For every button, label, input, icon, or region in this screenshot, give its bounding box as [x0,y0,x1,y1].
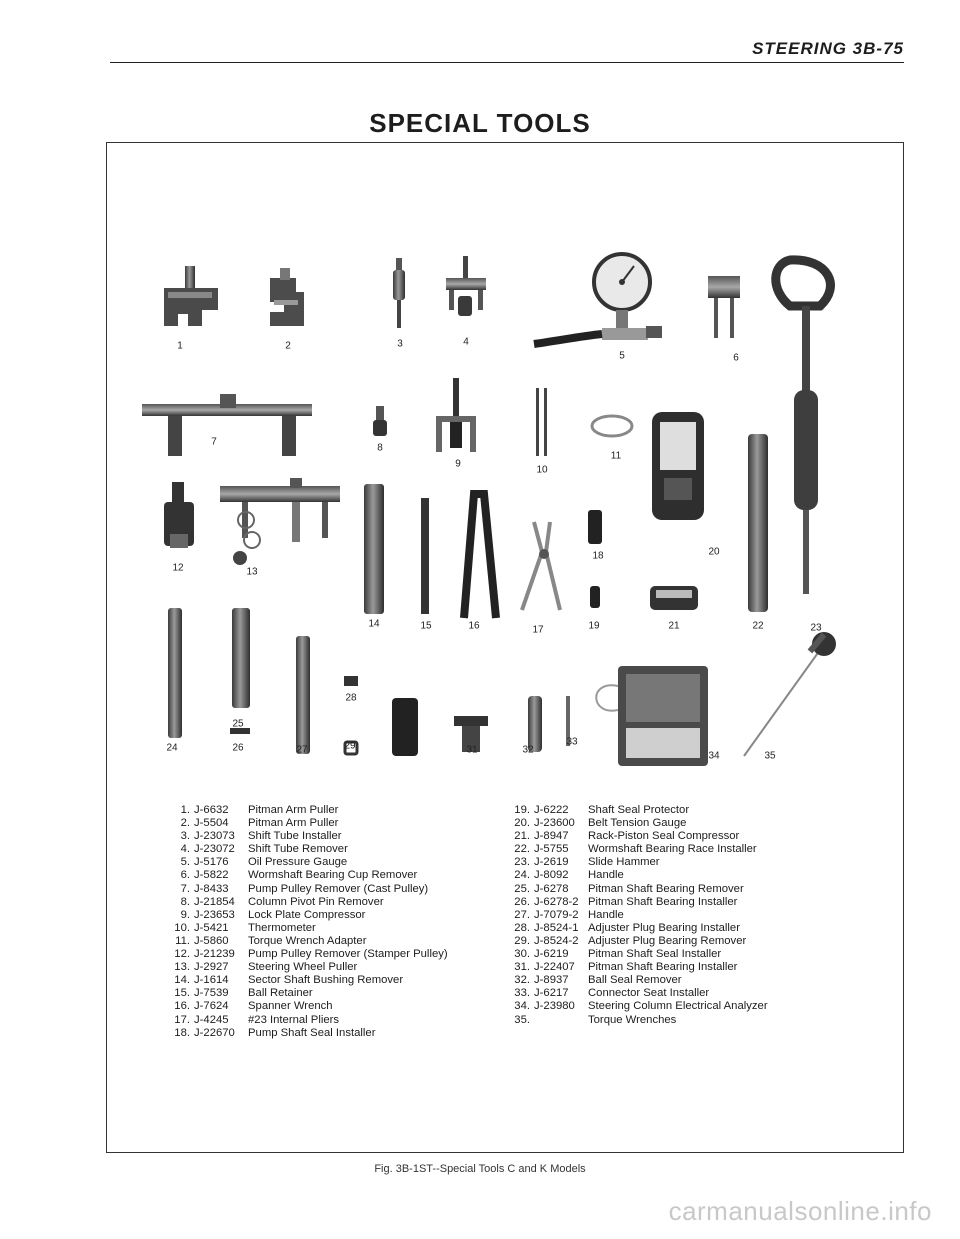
label-30: 30 [398,744,410,756]
entry-part-number: J-23980 [534,1000,575,1013]
entry-number: 9. [180,908,190,921]
label-1: 1 [177,340,183,352]
tool-14-sector-bushing-remover [364,484,384,614]
entry-part-number: J-22407 [534,961,575,974]
entry-number: 3. [180,830,190,843]
tool-entry [502,935,768,948]
label-19: 19 [588,620,600,632]
entry-part-number: J-23600 [534,817,575,830]
entry-number: 8. [180,895,190,908]
entry-part-number: J-6278 [534,882,569,895]
tool-17-internal-pliers [522,522,560,610]
entry-part-number: J-8937 [534,974,569,987]
entry-part-number: J-23653 [194,908,235,921]
label-27: 27 [296,744,308,756]
entry-number: 32. [514,974,530,987]
tool-21-rack-piston-seal-compressor [650,586,698,610]
entry-part-number: J-7624 [194,1000,229,1013]
label-17: 17 [532,624,544,636]
tool-22-bearing-race-installer [748,434,768,612]
label-23: 23 [810,622,822,634]
entry-tool-name: Rack-Piston Seal Compressor [588,830,740,843]
label-22: 22 [752,620,764,632]
entry-number: 31. [514,961,530,974]
label-15: 15 [420,620,432,632]
entry-tool-name: Spanner Wrench [248,1000,333,1013]
tool-entry [502,843,768,856]
label-16: 16 [468,620,480,632]
label-9: 9 [455,458,461,470]
label-8: 8 [377,442,383,454]
label-14: 14 [368,618,380,630]
entry-tool-name: Pitman Arm Puller [248,804,339,816]
entry-tool-name: Shift Tube Installer [248,830,342,843]
tool-entry [502,974,768,987]
entry-tool-name: Steering Column Electrical Analyzer [588,1000,768,1013]
label-11: 11 [610,450,622,462]
watermark: carmanualsonline.info [668,1196,932,1226]
entry-number: 20. [514,817,530,830]
entry-part-number: J-2619 [534,856,569,869]
tool-3-shift-tube-installer [393,258,405,328]
entry-tool-name: Pump Pulley Remover (Stamper Pulley) [248,948,448,961]
tool-entry [502,987,768,1000]
entry-number: 30. [514,948,530,961]
entry-tool-name: Pitman Shaft Seal Installer [588,948,722,961]
label-12: 12 [172,562,184,574]
tool-23-slide-hammer [776,260,831,594]
tool-5-oil-pressure-gauge [534,254,662,344]
entry-number: 25. [514,882,530,895]
tool-entry [162,1027,448,1040]
label-2: 2 [285,340,291,352]
entry-tool-name: Oil Pressure Gauge [248,856,348,869]
tool-entry [162,987,448,1000]
label-10: 10 [536,464,548,476]
tool-entry [502,909,768,922]
label-21: 21 [668,620,680,632]
entry-tool-name: Wormshaft Bearing Race Installer [588,843,757,856]
entry-part-number: J-7539 [194,987,229,1000]
label-4: 4 [463,336,469,348]
tool-entry [502,922,768,935]
entry-part-number: J-1614 [194,974,229,987]
entry-number: 18. [174,1026,190,1039]
entry-part-number: J-8524-1 [534,921,579,934]
entry-part-number: J-5822 [194,869,229,882]
entry-part-number: J-6632 [194,804,229,816]
entry-tool-name: #23 Internal Pliers [248,1013,340,1026]
entry-number: 27. [514,908,530,921]
entry-part-number: J-5421 [194,921,229,934]
tool-entry [162,830,448,843]
entry-part-number: J-8524-2 [534,934,579,947]
entry-number: 1. [180,804,190,816]
entry-number: 35. [514,1013,530,1026]
label-34: 34 [708,750,720,762]
tools-photograph [142,240,842,780]
page-title: SPECIAL TOOLS [369,108,591,138]
label-6: 6 [733,352,739,364]
entry-number: 10. [174,921,190,934]
entry-tool-name: Belt Tension Gauge [588,817,687,830]
entry-number: 17. [174,1013,190,1026]
entry-number: 26. [514,895,530,908]
entry-number: 2. [180,817,190,830]
tool-entry [162,948,448,961]
tool-entry [502,883,768,896]
tool-4-shift-tube-remover [446,256,486,316]
entry-part-number: J-22670 [194,1026,235,1039]
entry-tool-name: Torque Wrench Adapter [248,934,367,947]
entry-part-number: J-5176 [194,856,229,869]
entry-number: 23. [514,856,530,869]
label-18: 18 [592,550,604,562]
entry-tool-name: Pump Shaft Seal Installer [248,1026,376,1039]
tool-entry [162,869,448,882]
entry-tool-name: Pitman Shaft Bearing Installer [588,895,738,908]
entry-part-number: J-4245 [194,1013,229,1026]
tool-2-pitman-arm-puller [270,268,304,326]
entry-number: 33. [514,987,530,1000]
tool-11-torque-wrench-adapter [592,416,632,436]
label-33: 33 [566,736,578,748]
entry-number: 21. [514,830,530,843]
tool-10-thermometer [536,388,547,456]
tool-35-torque-wrench [744,632,836,756]
entry-number: 11. [175,934,190,947]
entry-part-number: J-8947 [534,830,569,843]
tool-1-pitman-arm-puller [164,266,218,326]
tool-25-pitman-bearing-remover [232,608,250,708]
tool-entry [502,948,768,961]
tool-legend-right [502,804,768,1027]
entry-part-number: J-23073 [194,830,235,843]
tool-entry [502,869,768,882]
label-28: 28 [345,692,357,704]
label-26: 26 [232,742,244,754]
entry-part-number: J-8092 [534,869,569,882]
entry-part-number: J-2927 [194,961,229,974]
tool-7-pump-pulley-remover [142,394,312,456]
label-7: 7 [211,436,217,448]
entry-part-number: J-6222 [534,804,569,816]
entry-part-number: J-21854 [194,895,235,908]
entry-number: 24. [514,869,530,882]
entry-tool-name: Pitman Arm Puller [248,817,339,830]
entry-tool-name: Pitman Shaft Bearing Installer [588,961,738,974]
entry-number: 16. [174,1000,190,1013]
entry-number: 14. [174,974,190,987]
tool-entry [162,843,448,856]
tool-entry [502,896,768,909]
entry-tool-name: Adjuster Plug Bearing Installer [588,921,740,934]
entry-tool-name: Connector Seat Installer [588,987,710,1000]
entry-part-number: J-5860 [194,934,229,947]
entry-tool-name: Handle [588,908,624,921]
figure-caption: Fig. 3B-1ST--Special Tools C and K Models [374,1163,586,1175]
tool-12-pump-pulley-remover [164,482,194,548]
tool-entry [502,856,768,869]
entry-part-number: J-6278-2 [534,895,579,908]
tool-entry [162,961,448,974]
tool-legend-left [162,804,448,1040]
entry-part-number: J-5755 [534,843,569,856]
tool-20-belt-tension-gauge [652,412,704,520]
entry-number: 6. [180,869,190,882]
tool-13-steering-wheel-puller [220,478,340,565]
tool-28-adjuster-bearing-installer [344,676,358,686]
entry-tool-name: Thermometer [248,921,316,934]
entry-part-number: J-6217 [534,987,569,1000]
entry-part-number: J-23072 [194,843,235,856]
label-35: 35 [764,750,776,762]
tool-entry [502,961,768,974]
entry-number: 29. [514,934,530,947]
entry-number: 15. [174,987,190,1000]
entry-tool-name: Sector Shaft Bushing Remover [248,974,404,987]
entry-number: 12. [174,948,190,961]
entry-number: 5. [180,856,190,869]
tool-entry [162,817,448,830]
entry-tool-name: Torque Wrenches [588,1013,677,1026]
entry-part-number [534,1014,588,1027]
label-25: 25 [232,718,244,730]
tool-18-pump-shaft-seal-installer [588,510,602,544]
tool-6-wormshaft-cup-remover [708,276,740,338]
tool-entry [162,804,448,817]
entry-tool-name: Ball Retainer [248,987,313,1000]
tool-entry [502,830,768,843]
entry-part-number: J-6219 [534,948,569,961]
label-32: 32 [522,744,534,756]
label-31: 31 [466,744,478,756]
entry-tool-name: Column Pivot Pin Remover [248,895,384,908]
tool-entry [502,804,768,817]
tool-entry [162,883,448,896]
tool-34-electrical-analyzer [596,666,708,766]
label-5: 5 [619,350,625,362]
entry-number: 28. [514,921,530,934]
entry-tool-name: Steering Wheel Puller [248,961,358,974]
label-29: 29 [344,740,356,752]
tool-8-column-pivot-pin-remover [373,406,387,436]
tool-19-shaft-seal-protector [590,586,600,608]
tool-15-ball-retainer [421,498,429,614]
tool-entry [502,817,768,830]
entry-number: 34. [514,1000,530,1013]
entry-tool-name: Lock Plate Compressor [248,908,366,921]
header-text: STEERING 3B-75 [752,39,904,58]
label-3: 3 [397,338,403,350]
entry-part-number: J-8433 [194,882,229,895]
tool-24-handle [168,608,182,738]
entry-tool-name: Pitman Shaft Bearing Remover [588,882,744,895]
entry-part-number: J-5504 [194,817,229,830]
entry-part-number: J-21239 [194,948,235,961]
tool-entry [162,1000,448,1013]
entry-tool-name: Handle [588,869,624,882]
entry-number: 19. [514,804,530,816]
tool-entry [162,896,448,909]
label-24: 24 [166,742,178,754]
entry-tool-name: Pump Pulley Remover (Cast Pulley) [248,882,429,895]
label-20: 20 [708,546,720,558]
tool-27-handle [296,636,310,754]
entry-number: 7. [180,882,190,895]
entry-tool-name: Ball Seal Remover [588,974,682,987]
page-header [110,34,904,63]
tool-16-spanner-wrench [464,494,496,618]
entry-tool-name: Adjuster Plug Bearing Remover [588,934,747,947]
tool-entry [162,974,448,987]
tool-9-lock-plate-compressor [436,378,476,452]
tool-entry [502,1014,768,1027]
tool-entry [502,1000,768,1013]
entry-part-number: J-7079-2 [534,908,579,921]
entry-number: 13. [174,961,190,974]
entry-tool-name: Slide Hammer [588,856,660,869]
tool-entry [162,909,448,922]
entry-tool-name: Shift Tube Remover [248,843,348,856]
tool-entry [162,922,448,935]
tool-entry [162,856,448,869]
entry-number: 22. [514,843,530,856]
entry-tool-name: Wormshaft Bearing Cup Remover [248,869,418,882]
tool-entry [162,1014,448,1027]
tool-entry [162,935,448,948]
tools-photo-drawing [142,240,842,780]
label-13: 13 [246,566,258,578]
entry-tool-name: Shaft Seal Protector [588,804,690,816]
entry-number: 4. [180,843,190,856]
